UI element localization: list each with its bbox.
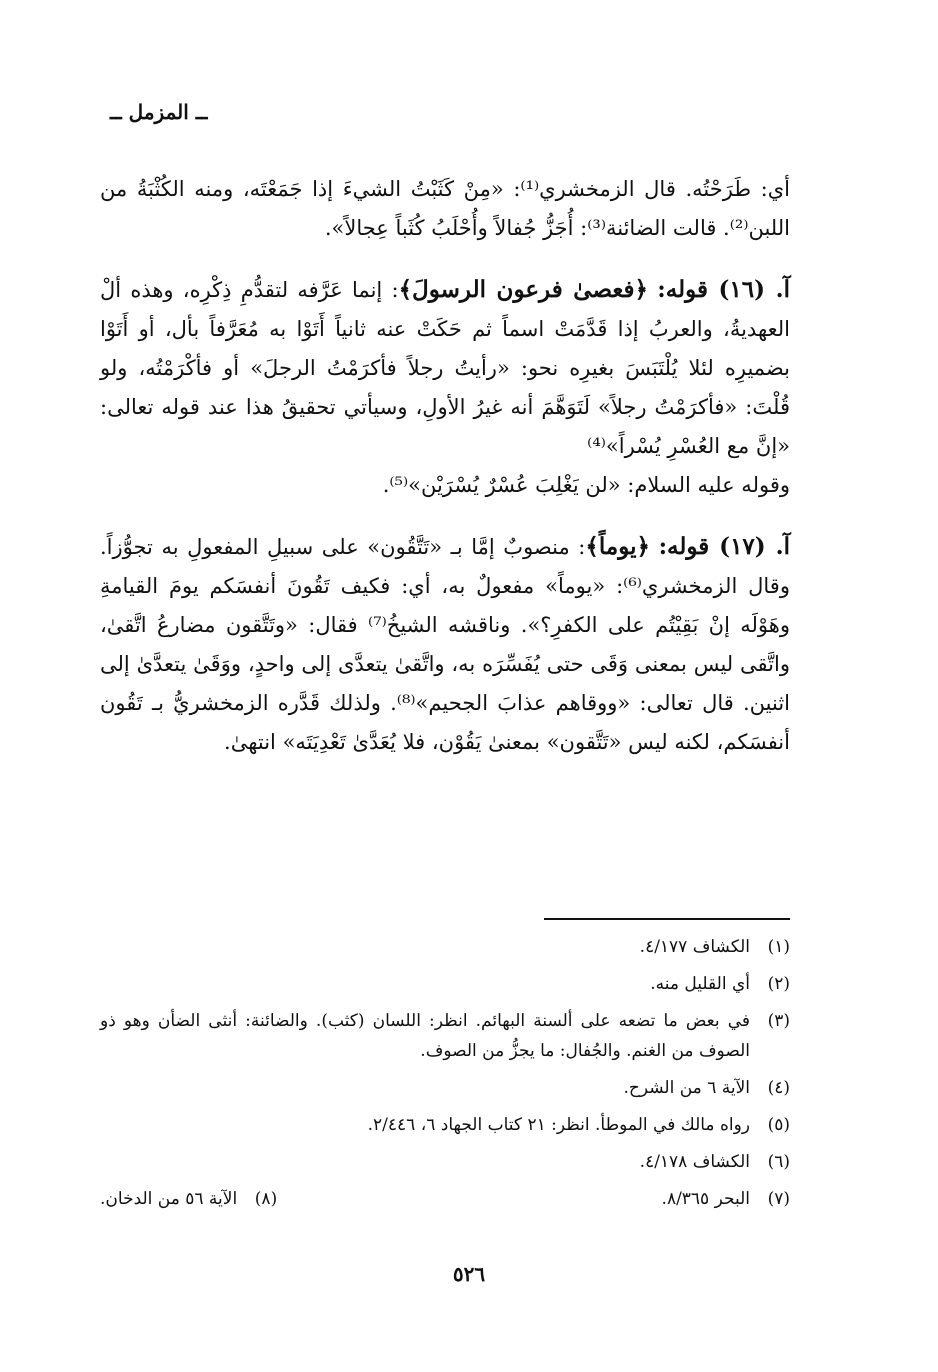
footnote-text: رواه مالك في الموطأ. انظر: ٢١ كتاب الجهاد ٦، ٢/٤٤٦. <box>367 1115 750 1135</box>
footnote-number: (٢) <box>767 974 790 994</box>
footnote-divider <box>544 918 790 920</box>
footnote-item <box>100 1006 790 1066</box>
footnote-item <box>100 932 790 962</box>
footnote-number: (٧) <box>767 1189 790 1209</box>
verse-16-body: : إنما عَرَّفه لتقدُّمِ ذِكْرِه، وهذه ألْ العهديةُ، والعربُ إذا قَدَّمَتْ اسماً ثم حَكَتْ عنه ثانياً أَتَوْا به مُعَرَّفاً بأل، أو أَتَوْا بضميرِه لئلا يُلْتَبَسَ بغيرِه نحو: «رأيتُ رجلاً فأكرَمْتُ الرجلَ» أو فأكْرَمْتُه، ولو قُلْتَ: «فأكرَمْتُ رجلاً» لَتَوَهَّمَ أنه غيرُ الأولِ، وسيأتي تحقيقُ هذا عند قوله تعالى: «إنَّ مع العُسْرِ يُسْراً»⁽⁴⁾ <box>100 278 790 458</box>
page-number: ٥٢٦ <box>452 1262 486 1286</box>
paragraph-intro: أي: طَرَحْتُه. قال الزمخشري⁽¹⁾: «مِنْ كَثَبْتُ الشيءَ إذا جَمَعْتَه، ومنه الكُثْبَةُ من اللبن⁽²⁾. قالت الضائنة⁽³⁾: أُجَزُّ جُفالاً وأُحْلَبُ كُثَباً عِجالاً». <box>100 177 791 240</box>
main-text <box>100 170 790 780</box>
footnote-text: في بعض ما تضعه على ألسنة البهائم. انظر: اللسان (كثب). والضائنة: أنثى الضأن وهو ذو الصوف من الغنم. والجُفال: ما يجزُّ من الصوف. <box>100 1011 750 1061</box>
footnote-item <box>100 969 790 999</box>
footnote-number: (٥) <box>767 1115 790 1135</box>
verse-17-body: : منصوبٌ إمَّا بـ «تَتَّقُون» على سبيلِ المفعولِ به تجوُّزاً. وقال الزمخشري⁽⁶⁾: «يوماً» مفعولٌ به، أي: فكيف تَقُونَ أنفسَكم يومَ القيامةِ وهَوْلَه إنْ بَقِيْتُم على الكفرِ؟». وناقشه الشيخُ⁽⁷⁾ فقال: «وتَتَّقون مضارعُ اتَّقىٰ، واتَّقى ليس بمعنى وَقَى حتى يُفَسِّرَه به، واتَّقىٰ يتعدَّى إلى واحدٍ، ووَقَىٰ يتعدَّىٰ إلى اثنين. قال تعالى: «ووقاهم عذابَ الجحيم»⁽⁸⁾. ولذلك قَدَّره الزمخشريُّ بـ تَقُون أنفسَكم، لكنه ليس «تَتَّقون» بمعنىٰ يَقُوْن، فلا يُعَدَّىٰ تَعْدِيَتَه» انتهىٰ. <box>100 535 790 754</box>
footnote-item <box>662 1184 790 1214</box>
footnote-number: (٦) <box>767 1152 790 1172</box>
footnote-text: الآية ٦ من الشرح. <box>623 1078 750 1098</box>
footnote-item <box>100 1184 277 1214</box>
verse-17-ref: آ. (١٧) قوله: <box>658 533 790 560</box>
footnote-row-combined <box>100 1184 790 1214</box>
footnote-text: البحر ٨/٣٦٥. <box>661 1189 750 1209</box>
footnote-number: (١) <box>767 937 790 957</box>
verse-17-quote: ﴿يوماً﴾ <box>585 533 650 560</box>
footnote-number: (٤) <box>767 1078 790 1098</box>
footnote-item <box>100 1147 790 1177</box>
footnote-item <box>100 1110 790 1140</box>
running-header: ــ المزمل ــ <box>110 100 208 124</box>
footnote-number: (٣) <box>767 1011 790 1031</box>
paragraph-verse-17 <box>100 527 790 762</box>
footnote-text: الكشاف ٤/١٧٨. <box>639 1152 750 1172</box>
verse-16-quote: ﴿فعصىٰ فرعون الرسولَ﴾ <box>398 276 648 303</box>
footnote-text: الآية ٥٦ من الدخان. <box>100 1189 238 1209</box>
footnote-text: الكشاف ٤/١٧٧. <box>639 937 750 957</box>
verse-16-hadith: وقوله عليه السلام: «لن يَغْلِبَ عُسْرٌ يُسْرَيْن»⁽⁵⁾. <box>382 473 790 497</box>
footnote-text: أي القليل منه. <box>650 974 750 994</box>
paragraph-verse-16 <box>100 270 790 505</box>
verse-16-ref: آ. (١٦) قوله: <box>657 276 790 303</box>
footnotes <box>100 932 790 1214</box>
footnote-number: (٨) <box>254 1189 278 1209</box>
footnote-item <box>100 1073 790 1103</box>
